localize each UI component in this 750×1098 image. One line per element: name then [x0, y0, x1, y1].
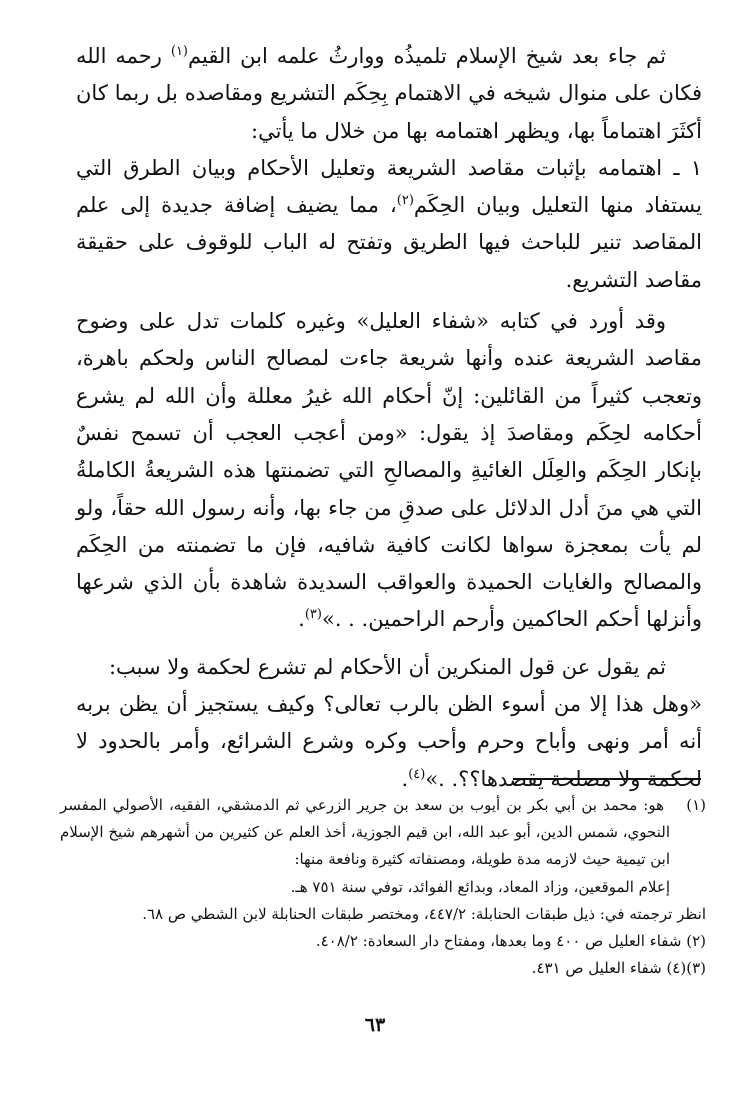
- footnote-ref-3[interactable]: (٣): [304, 607, 322, 623]
- footnotes: [60, 792, 706, 982]
- paragraph-intro-text: ثم جاء بعد شيخ الإسلام تلميذُه ووارثُ علمه ابن القيم: [188, 44, 666, 68]
- footnote-2-number: (٢): [686, 932, 706, 951]
- paragraph-intro-text-cont: رحمه الله فكان على منوال شيخه في الاهتمام بِحِكَم التشريع ومقاصده بل ربما كان أكثَرَ اهتماماً بها، ويظهر اهتمامه بها من خلال ما يأتي:: [76, 44, 702, 143]
- list-item-1-text: ١ ـ اهتمامه بإثبات مقاصد الشريعة وتعليل الأحكام وبيان الطرق التي يستفاد منها التعليل وبيان الحِكَم: [76, 155, 702, 218]
- footnote-1-references: [60, 901, 706, 928]
- footnote-1: [60, 792, 706, 874]
- footnote-1-number: (١): [686, 796, 706, 814]
- list-item-1: [76, 150, 702, 299]
- footnote-3-4-number: (٣)(٤): [666, 959, 706, 978]
- paragraph-deniers-text: ثم يقول عن قول المنكرين أن الأحكام لم تشرع لحكمة ولا سبب:: [108, 654, 666, 679]
- main-text: [76, 38, 702, 798]
- paragraph-shifa-text: وقد أورد في كتابه «شفاء العليل» وغيره كلمات تدل على وضوح مقاصد الشريعة عنده وأنها شريعة جاءت لمصالح الناس ولحكم باهرة، وتعجب كثيراً من القائلين: إنّ أحكام الله غيرُ معللة وأن الله لم يشرع أحكامه لحِكَم ومقاصدَ إذ يقول: «ومن أعجب العجب أن تسمح نفسٌ بإنكار الحِكَم والعِلَل الغائيةِ والمصالحِ التي تضمنتها هذه الشريعةُ الكاملةُ التي هي منَ أدل الدلائل على صدقِ من جاء بها، وأنه رسول الله حقاً، ولو لم يأت بمعجزة سواها لكانت كافية شافيه، فإن ما تضمنته من الحِكَم والمصالح والغايات الحميدة والعواقب السديدة شاهدة بأن الذي شرعها وأنزلها أحكم الحاكمين وأرحم الراحمين. . .»: [76, 309, 702, 632]
- footnote-ref-4[interactable]: (٤): [408, 766, 426, 782]
- block-quote-end: .: [401, 766, 409, 791]
- footnote-1-works: [60, 874, 706, 901]
- paragraph-shifa: [76, 303, 702, 639]
- footnote-3-4: [60, 955, 706, 982]
- list-item-1-text-cont: ، مما يضيف إضافة جديدة إلى علم المقاصد تنير للباحث فيها الطريق وتفتح له الباب للوقوف على حقيقة مقاصد التشريع.: [76, 193, 702, 292]
- footnote-1-text: هو: محمد بن أبي بكر بن أيوب بن سعد بن جرير الزرعي ثم الدمشقي، الفقيه، الأصولي المفسر النحوي، شمس الدين، أبو عبد الله، ابن قيم الجوزية، أخذ العلم عن كثيرين من أشهرهم شيخ الإسلام ابن تيمية حيث لازمه مدة طويلة، ومصنفاته كثيرة ونافعة منها:: [60, 796, 670, 869]
- page-number: ٦٣: [364, 1014, 386, 1036]
- footnote-1-works-text: إعلام الموقعين، وزاد المعاد، وبدائع الفوائد، توفي سنة ٧٥١ هـ.: [290, 877, 670, 896]
- footnote-2-text: شفاء العليل ص ٤٠٠ وما بعدها، ومفتاح دار السعادة: ٤٠٨/٢.: [315, 932, 682, 951]
- footnote-3-4-text: شفاء العليل ص ٤٣١.: [531, 959, 662, 978]
- footnote-ref-1[interactable]: (١): [170, 44, 188, 59]
- paragraph-intro: [76, 38, 702, 150]
- paragraph-shifa-end: .: [298, 607, 305, 632]
- footnote-ref-2[interactable]: (٢): [396, 193, 414, 209]
- footnote-separator: [513, 778, 701, 780]
- block-quote-text: «وهل هذا إلا من أسوء الظن بالرب تعالى؟ وكيف يستجيز أن يظن بربه أنه أمر ونهى وأباح وحرم وأحب وكره وشرع الشرائع، وأمر بالحدود لا لحكمة ولا مصلحة يقصدها؟؟. .»: [76, 692, 702, 791]
- footnote-2: [60, 928, 706, 955]
- footnote-1-references-text: انظر ترجمته في: ذيل طبقات الحنابلة: ٤٤٧/٢، ومختصر طبقات الحنابلة لابن الشطي ص ٦٨.: [142, 904, 706, 923]
- block-quote: [76, 686, 702, 798]
- paragraph-deniers: [76, 649, 702, 686]
